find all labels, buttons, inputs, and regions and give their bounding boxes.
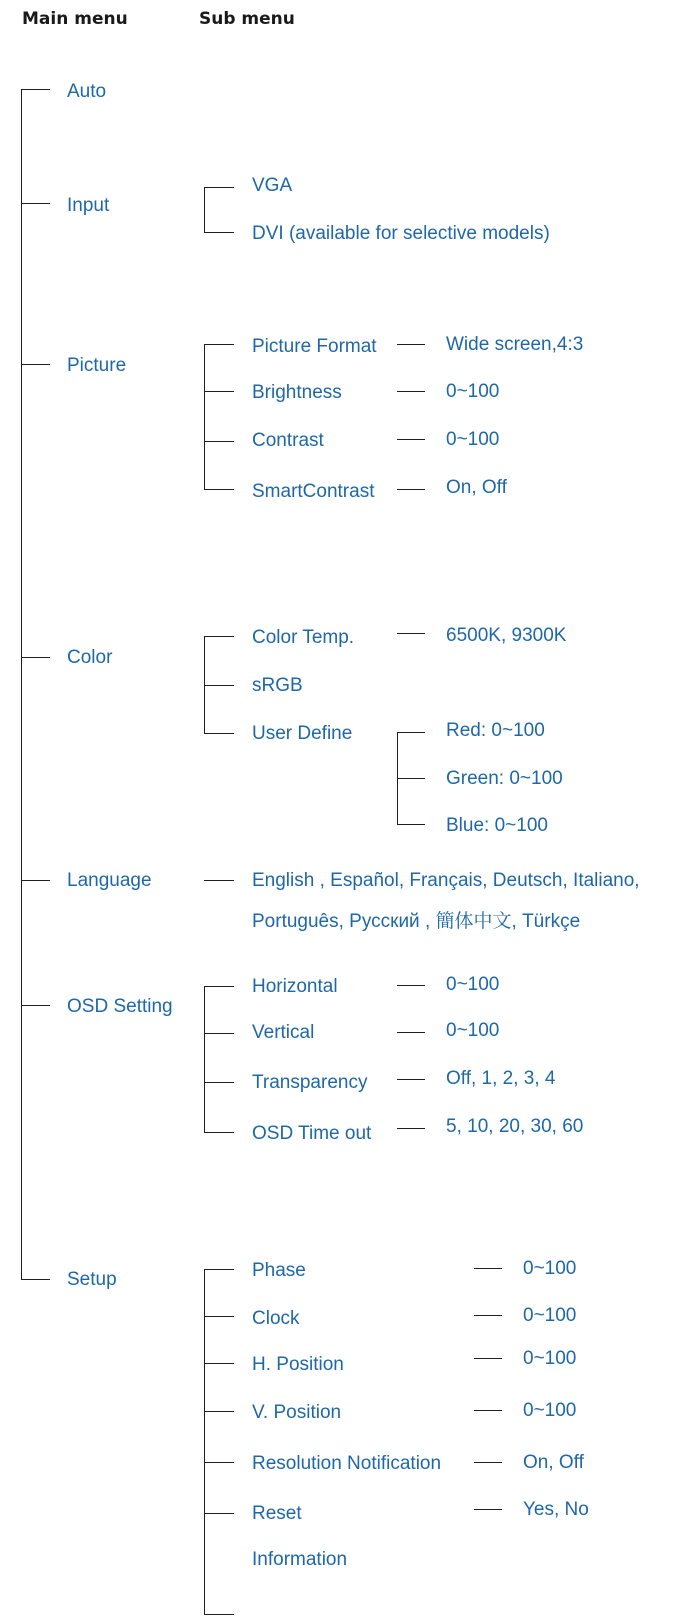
osd-transparency-dash [397, 1079, 425, 1080]
color-temp-branch [204, 636, 234, 637]
branch-auto [21, 89, 50, 90]
picture-format-dash [397, 344, 425, 345]
userdefine-green-branch [397, 778, 425, 779]
setup-phase-dash [474, 1268, 502, 1269]
color-temp-dash [397, 633, 425, 634]
setup-information-label: Information [252, 1549, 348, 1570]
color-userdefine-label: User Define [252, 723, 353, 744]
setup-vpos-dash [474, 1410, 502, 1411]
userdefine-blue-branch [397, 824, 425, 825]
main-item-auto: Auto [67, 81, 107, 102]
picture-smartcontrast-branch [204, 489, 234, 490]
userdefine-red-branch [397, 732, 425, 733]
setup-phase-branch [204, 1269, 234, 1270]
picture-smartcontrast-label: SmartContrast [252, 481, 375, 502]
language-list-line1: English , Español, Français, Deutsch, Italiano, [252, 870, 640, 891]
setup-hpos-dash [474, 1358, 502, 1359]
main-menu-header: Main menu [22, 9, 128, 29]
osd-transparency-branch [204, 1082, 234, 1083]
userdefine-blue-label: Blue: 0~100 [446, 815, 548, 836]
color-temp-label: Color Temp. [252, 627, 355, 648]
setup-phase-label: Phase [252, 1260, 306, 1281]
picture-smartcontrast-value: On, Off [446, 477, 507, 498]
main-item-setup: Setup [67, 1269, 117, 1290]
input-dvi-label: DVI (available for selective models) [252, 223, 550, 244]
setup-clock-branch [204, 1316, 234, 1317]
picture-brightness-value: 0~100 [446, 381, 500, 402]
osd-horizontal-label: Horizontal [252, 976, 338, 997]
osd-horizontal-value: 0~100 [446, 974, 500, 995]
setup-hpos-branch [204, 1363, 234, 1364]
setup-vpos-branch [204, 1411, 234, 1412]
picture-format-label: Picture Format [252, 336, 377, 357]
setup-vpos-value: 0~100 [523, 1400, 577, 1421]
picture-contrast-value: 0~100 [446, 429, 500, 450]
main-item-language: Language [67, 870, 152, 891]
osd-transparency-label: Transparency [252, 1072, 368, 1093]
picture-brightness-dash [397, 391, 425, 392]
setup-clock-value: 0~100 [523, 1305, 577, 1326]
setup-resolution-label: Resolution Notification [252, 1453, 442, 1474]
setup-reset-dash [474, 1509, 502, 1510]
setup-phase-value: 0~100 [523, 1258, 577, 1279]
osd-horizontal-branch [204, 986, 234, 987]
setup-clock-dash [474, 1315, 502, 1316]
osd-vertical-label: Vertical [252, 1022, 315, 1043]
setup-resolution-branch [204, 1462, 234, 1463]
osd-timeout-value: 5, 10, 20, 30, 60 [446, 1116, 584, 1137]
setup-hpos-value: 0~100 [523, 1348, 577, 1369]
userdefine-green-label: Green: 0~100 [446, 768, 563, 789]
picture-contrast-dash [397, 439, 425, 440]
osd-vertical-dash [397, 1032, 425, 1033]
userdefine-red-label: Red: 0~100 [446, 720, 545, 741]
setup-reset-branch [204, 1513, 234, 1514]
input-bracket-line [204, 187, 205, 232]
picture-brightness-branch [204, 391, 234, 392]
main-trunk-line [21, 89, 22, 1279]
osd-transparency-value: Off, 1, 2, 3, 4 [446, 1068, 556, 1089]
main-item-color: Color [67, 647, 113, 668]
main-item-picture: Picture [67, 355, 127, 376]
osd-vertical-value: 0~100 [446, 1020, 500, 1041]
branch-setup [21, 1279, 50, 1280]
osd-horizontal-dash [397, 985, 425, 986]
input-vga-branch [204, 187, 234, 188]
branch-osd [21, 1005, 50, 1006]
picture-contrast-label: Contrast [252, 430, 324, 451]
setup-reset-label: Reset [252, 1503, 302, 1524]
osd-timeout-dash [397, 1128, 425, 1129]
main-item-input: Input [67, 195, 110, 216]
branch-input [21, 203, 50, 204]
input-dvi-branch [204, 232, 234, 233]
color-temp-value: 6500K, 9300K [446, 625, 567, 646]
color-srgb-label: sRGB [252, 675, 303, 696]
picture-smartcontrast-dash [397, 489, 425, 490]
input-vga-label: VGA [252, 175, 293, 196]
language-list-line2: Português, Русский , 簡体中文, Türkçe [252, 911, 581, 932]
branch-color [21, 657, 50, 658]
osd-vertical-branch [204, 1033, 234, 1034]
setup-hpos-label: H. Position [252, 1354, 344, 1375]
main-item-osd-setting: OSD Setting [67, 996, 173, 1017]
branch-picture [21, 364, 50, 365]
osd-bracket-line [204, 986, 205, 1132]
picture-bracket-line [204, 344, 205, 489]
picture-brightness-label: Brightness [252, 382, 342, 403]
color-userdefine-branch [204, 733, 234, 734]
osd-timeout-branch [204, 1132, 234, 1133]
picture-format-value: Wide screen,4:3 [446, 334, 584, 355]
branch-language [21, 880, 50, 881]
picture-format-branch [204, 344, 234, 345]
setup-bracket-line [204, 1269, 205, 1614]
color-srgb-branch [204, 685, 234, 686]
sub-menu-header: Sub menu [199, 9, 295, 29]
language-dash [204, 880, 234, 881]
setup-clock-label: Clock [252, 1308, 300, 1329]
setup-reset-value: Yes, No [523, 1499, 589, 1520]
setup-resolution-dash [474, 1462, 502, 1463]
setup-vpos-label: V. Position [252, 1402, 342, 1423]
setup-resolution-value: On, Off [523, 1452, 584, 1473]
picture-contrast-branch [204, 441, 234, 442]
osd-timeout-label: OSD Time out [252, 1123, 372, 1144]
setup-information-branch [204, 1614, 234, 1615]
